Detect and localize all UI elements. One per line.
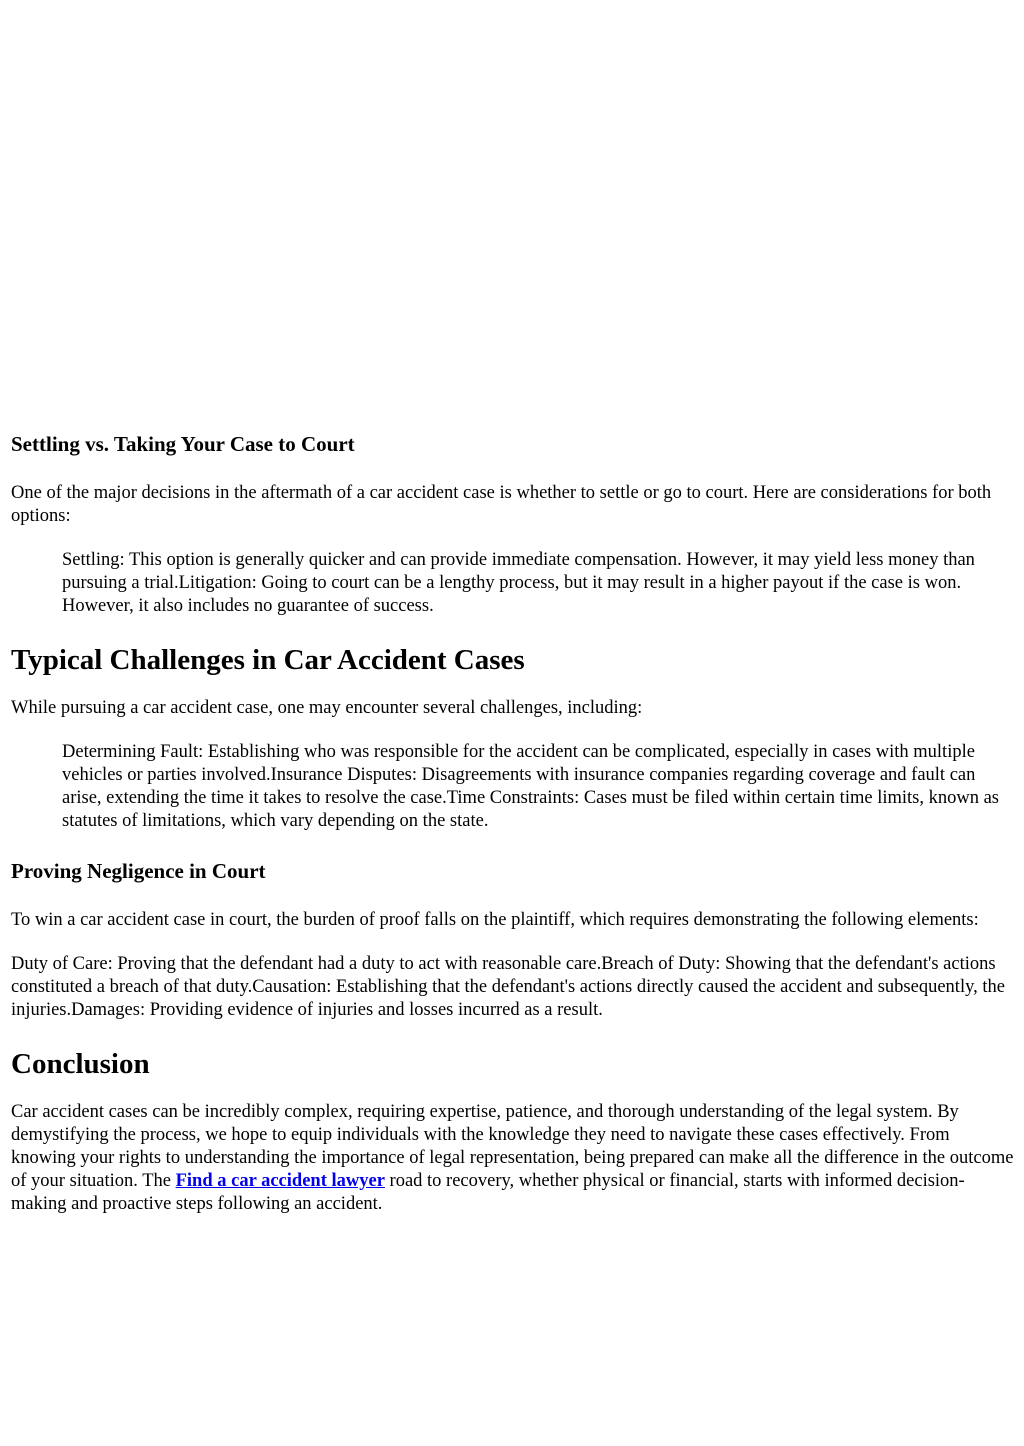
find-lawyer-link[interactable]: Find a car accident lawyer <box>175 1171 385 1191</box>
conclusion-text-after-link: road to recovery, whether physical or financial, starts with informed decision-making and proactive steps following an accident. <box>11 1171 965 1214</box>
challenges-intro: While pursuing a car accident case, one may encounter several challenges, including: <box>11 698 643 718</box>
settling-intro: One of the major decisions in the aftermath of a car accident case is whether to settle or go to court. Here are considerations for both options: <box>11 483 992 526</box>
article-body <box>11 0 1017 1216</box>
settling-heading: Settling vs. Taking Your Case to Court <box>11 432 355 456</box>
challenges-heading: Typical Challenges in Car Accident Cases <box>11 644 525 676</box>
negligence-intro: To win a car accident case in court, the burden of proof falls on the plaintiff, which requires demonstrating the following elements: <box>11 910 979 930</box>
settling-options-quote: Settling: This option is generally quicker and can provide immediate compensation. However, it may yield less money than pursuing a trial.Litigation: Going to court can be a lengthy process, but it may result in a higher payout if the case is won. However, it also includes no guarantee of success. <box>62 550 975 616</box>
negligence-elements: Duty of Care: Proving that the defendant had a duty to act with reasonable care.Breach of Duty: Showing that the defendant's actions constituted a breach of that duty.Causation: Establishing that the defendant's actions directly caused the accident and subsequently, the injuries.Damages: Providing evidence of injuries and losses incurred as a result. <box>11 954 1005 1020</box>
conclusion-paragraph <box>11 1101 1017 1216</box>
conclusion-heading: Conclusion <box>11 1048 150 1080</box>
challenges-list-quote: Determining Fault: Establishing who was responsible for the accident can be complicated, especially in cases with multiple vehicles or parties involved.Insurance Disputes: Disagreements with insurance companies regarding coverage and fault can arise, extending the time it takes to resolve the case.Time Constraints: Cases must be filed within certain time limits, known as statutes of limitations, which vary depending on the state. <box>62 742 999 831</box>
negligence-heading: Proving Negligence in Court <box>11 859 266 883</box>
conclusion-text-before-link: Car accident cases can be incredibly complex, requiring expertise, patience, and thorough understanding of the legal system. By demystifying the process, we hope to equip individuals with the knowledge they need to navigate these cases effectively. From knowing your rights to understanding the importance of legal representation, being prepared can make all the difference in the outcome of your situation. The <box>11 1102 1014 1191</box>
blank-top-area <box>11 0 1017 432</box>
